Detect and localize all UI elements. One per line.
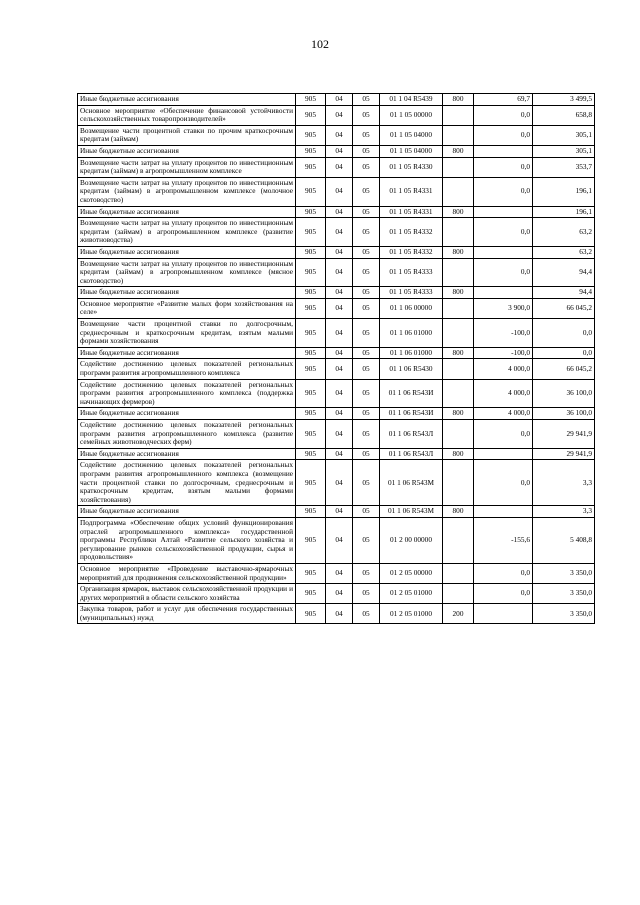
cell-amount-total: 305,1 <box>533 145 595 157</box>
cell-name: Возмещение части затрат на уплату процентов по инвестиционным кредитам (займам) в агропромышленном комплексе (мясное скотоводство) <box>78 258 296 287</box>
cell-name: Содействие достижению целевых показателей региональных программ развития агропромышленного комплекса (поддержка начинающих фермеров) <box>78 379 296 408</box>
cell-amount-change: 4 000,0 <box>474 379 533 408</box>
cell-amount-total: 29 941,9 <box>533 420 595 449</box>
cell-amount-change: 0,0 <box>474 584 533 604</box>
cell-target-article: 01 2 00 00000 <box>380 517 443 563</box>
cell-section-code: 04 <box>326 420 353 449</box>
cell-target-article: 01 1 05 R4333 <box>380 258 443 287</box>
cell-amount-change: 0,0 <box>474 420 533 449</box>
cell-amount-change: 69,7 <box>474 94 533 106</box>
cell-section-code: 04 <box>326 177 353 206</box>
cell-target-article: 01 2 05 01000 <box>380 604 443 624</box>
cell-subsection-code: 05 <box>353 584 380 604</box>
cell-expense-type: 800 <box>443 347 474 359</box>
cell-expense-type: 800 <box>443 94 474 106</box>
cell-section-code: 04 <box>326 359 353 379</box>
table-row <box>78 125 595 145</box>
cell-target-article: 01 1 06 R543И <box>380 408 443 420</box>
cell-amount-total: 658,8 <box>533 105 595 125</box>
table-row <box>78 246 595 258</box>
cell-grbs-code: 905 <box>296 347 326 359</box>
cell-subsection-code: 05 <box>353 563 380 583</box>
cell-expense-type <box>443 319 474 348</box>
cell-section-code: 04 <box>326 506 353 518</box>
cell-section-code: 04 <box>326 94 353 106</box>
cell-amount-change: 0,0 <box>474 157 533 177</box>
cell-name: Иные бюджетные ассигнования <box>78 347 296 359</box>
cell-target-article: 01 1 06 R543И <box>380 379 443 408</box>
cell-expense-type: 800 <box>443 506 474 518</box>
cell-section-code: 04 <box>326 206 353 218</box>
page-number: 102 <box>311 37 329 51</box>
cell-grbs-code: 905 <box>296 420 326 449</box>
cell-grbs-code: 905 <box>296 319 326 348</box>
cell-section-code: 04 <box>326 298 353 318</box>
table-row <box>78 448 595 460</box>
cell-amount-total: 3 350,0 <box>533 604 595 624</box>
cell-section-code: 04 <box>326 563 353 583</box>
cell-subsection-code: 05 <box>353 517 380 563</box>
cell-amount-change: -100,0 <box>474 347 533 359</box>
cell-amount-change: 0,0 <box>474 460 533 506</box>
cell-amount-total: 66 045,2 <box>533 298 595 318</box>
cell-amount-total: 0,0 <box>533 347 595 359</box>
table-row <box>78 517 595 563</box>
cell-target-article: 01 1 05 R4332 <box>380 246 443 258</box>
cell-section-code: 04 <box>326 604 353 624</box>
table-row <box>78 379 595 408</box>
cell-amount-change: -100,0 <box>474 319 533 348</box>
table-row <box>78 206 595 218</box>
cell-expense-type: 800 <box>443 246 474 258</box>
cell-amount-change <box>474 145 533 157</box>
cell-target-article: 01 1 05 R4333 <box>380 287 443 299</box>
cell-amount-change: 0,0 <box>474 105 533 125</box>
cell-amount-total: 3 499,5 <box>533 94 595 106</box>
cell-grbs-code: 905 <box>296 379 326 408</box>
cell-target-article: 01 1 05 00000 <box>380 105 443 125</box>
cell-grbs-code: 905 <box>296 298 326 318</box>
cell-amount-change: 3 900,0 <box>474 298 533 318</box>
cell-grbs-code: 905 <box>296 125 326 145</box>
cell-amount-total: 36 100,0 <box>533 379 595 408</box>
cell-grbs-code: 905 <box>296 359 326 379</box>
cell-amount-total: 36 100,0 <box>533 408 595 420</box>
cell-target-article: 01 1 06 01000 <box>380 347 443 359</box>
cell-target-article: 01 1 05 R4330 <box>380 157 443 177</box>
cell-subsection-code: 05 <box>353 298 380 318</box>
cell-subsection-code: 05 <box>353 94 380 106</box>
cell-subsection-code: 05 <box>353 506 380 518</box>
cell-amount-total: 63,2 <box>533 246 595 258</box>
table-row <box>78 420 595 449</box>
cell-subsection-code: 05 <box>353 319 380 348</box>
cell-target-article: 01 2 05 01000 <box>380 584 443 604</box>
cell-grbs-code: 905 <box>296 460 326 506</box>
cell-grbs-code: 905 <box>296 206 326 218</box>
cell-section-code: 04 <box>326 448 353 460</box>
cell-name: Организация ярмарок, выставок сельскохозяйственной продукции и других мероприятий в области сельского хозяйства <box>78 584 296 604</box>
cell-section-code: 04 <box>326 157 353 177</box>
cell-expense-type <box>443 379 474 408</box>
cell-target-article: 01 1 05 04000 <box>380 145 443 157</box>
cell-section-code: 04 <box>326 145 353 157</box>
cell-subsection-code: 05 <box>353 408 380 420</box>
cell-subsection-code: 05 <box>353 287 380 299</box>
cell-name: Возмещение части процентной ставки по прочим краткосрочным кредитам (займам) <box>78 125 296 145</box>
cell-name: Возмещение части затрат на уплату процентов по инвестиционным кредитам (займам) в агропромышленном комплексе (развитие животноводства) <box>78 218 296 247</box>
cell-subsection-code: 05 <box>353 420 380 449</box>
cell-subsection-code: 05 <box>353 604 380 624</box>
cell-section-code: 04 <box>326 218 353 247</box>
table-row <box>78 145 595 157</box>
cell-amount-total: 29 941,9 <box>533 448 595 460</box>
cell-name: Иные бюджетные ассигнования <box>78 448 296 460</box>
cell-expense-type: 800 <box>443 206 474 218</box>
cell-amount-total: 3 350,0 <box>533 563 595 583</box>
cell-expense-type <box>443 177 474 206</box>
cell-grbs-code: 905 <box>296 287 326 299</box>
cell-name: Иные бюджетные ассигнования <box>78 408 296 420</box>
cell-target-article: 01 1 05 R4332 <box>380 218 443 247</box>
cell-target-article: 01 1 04 R5439 <box>380 94 443 106</box>
cell-grbs-code: 905 <box>296 506 326 518</box>
cell-subsection-code: 05 <box>353 258 380 287</box>
cell-amount-change <box>474 246 533 258</box>
cell-name: Основное мероприятие «Обеспечение финансовой устойчивости сельскохозяйственных товаропроизводителей» <box>78 105 296 125</box>
cell-section-code: 04 <box>326 347 353 359</box>
cell-grbs-code: 905 <box>296 177 326 206</box>
cell-grbs-code: 905 <box>296 258 326 287</box>
cell-subsection-code: 05 <box>353 157 380 177</box>
cell-grbs-code: 905 <box>296 517 326 563</box>
cell-expense-type <box>443 125 474 145</box>
cell-target-article: 01 2 05 00000 <box>380 563 443 583</box>
cell-subsection-code: 05 <box>353 359 380 379</box>
cell-amount-total: 196,1 <box>533 177 595 206</box>
table-row <box>78 347 595 359</box>
table-row <box>78 319 595 348</box>
cell-expense-type: 800 <box>443 145 474 157</box>
cell-name: Иные бюджетные ассигнования <box>78 287 296 299</box>
cell-section-code: 04 <box>326 246 353 258</box>
cell-section-code: 04 <box>326 258 353 287</box>
table-row <box>78 460 595 506</box>
cell-subsection-code: 05 <box>353 177 380 206</box>
cell-expense-type <box>443 359 474 379</box>
cell-subsection-code: 05 <box>353 218 380 247</box>
cell-amount-total: 196,1 <box>533 206 595 218</box>
cell-target-article: 01 1 06 R543М <box>380 460 443 506</box>
table-row <box>78 218 595 247</box>
cell-amount-change <box>474 206 533 218</box>
cell-amount-total: 3,3 <box>533 506 595 518</box>
cell-grbs-code: 905 <box>296 246 326 258</box>
cell-section-code: 04 <box>326 287 353 299</box>
budget-table <box>77 93 595 624</box>
cell-amount-total: 0,0 <box>533 319 595 348</box>
cell-amount-total: 94,4 <box>533 258 595 287</box>
table-row <box>78 177 595 206</box>
cell-subsection-code: 05 <box>353 246 380 258</box>
cell-amount-change <box>474 448 533 460</box>
cell-grbs-code: 905 <box>296 448 326 460</box>
table-row <box>78 157 595 177</box>
cell-grbs-code: 905 <box>296 218 326 247</box>
cell-target-article: 01 1 06 01000 <box>380 319 443 348</box>
cell-expense-type <box>443 105 474 125</box>
cell-expense-type <box>443 218 474 247</box>
cell-amount-total: 353,7 <box>533 157 595 177</box>
cell-subsection-code: 05 <box>353 125 380 145</box>
cell-target-article: 01 1 06 R543Л <box>380 420 443 449</box>
cell-name: Иные бюджетные ассигнования <box>78 506 296 518</box>
cell-expense-type: 800 <box>443 287 474 299</box>
cell-section-code: 04 <box>326 517 353 563</box>
cell-grbs-code: 905 <box>296 105 326 125</box>
cell-amount-total: 3,3 <box>533 460 595 506</box>
cell-expense-type: 800 <box>443 408 474 420</box>
cell-name: Содействие достижению целевых показателей региональных программ развития агропромышленного комплекса (развитие семейных животноводческих ферм) <box>78 420 296 449</box>
table-row <box>78 258 595 287</box>
cell-target-article: 01 1 05 04000 <box>380 125 443 145</box>
table-row <box>78 584 595 604</box>
cell-amount-change: -155,6 <box>474 517 533 563</box>
cell-expense-type <box>443 157 474 177</box>
cell-amount-total: 5 408,8 <box>533 517 595 563</box>
table-row <box>78 408 595 420</box>
cell-grbs-code: 905 <box>296 145 326 157</box>
cell-target-article: 01 1 06 R543М <box>380 506 443 518</box>
cell-grbs-code: 905 <box>296 584 326 604</box>
cell-expense-type <box>443 258 474 287</box>
cell-name: Основное мероприятие «Проведение выставочно-ярмарочных мероприятий для продвижения сельскохозяйственной продукции» <box>78 563 296 583</box>
cell-amount-total: 3 350,0 <box>533 584 595 604</box>
cell-subsection-code: 05 <box>353 206 380 218</box>
cell-target-article: 01 1 06 R5430 <box>380 359 443 379</box>
cell-section-code: 04 <box>326 125 353 145</box>
cell-name: Содействие достижению целевых показателей региональных программ развития агропромышленного комплекса <box>78 359 296 379</box>
cell-amount-change <box>474 287 533 299</box>
cell-amount-change: 0,0 <box>474 563 533 583</box>
cell-amount-total: 66 045,2 <box>533 359 595 379</box>
cell-expense-type: 800 <box>443 448 474 460</box>
cell-amount-change: 4 000,0 <box>474 408 533 420</box>
cell-name: Иные бюджетные ассигнования <box>78 94 296 106</box>
cell-grbs-code: 905 <box>296 604 326 624</box>
cell-name: Иные бюджетные ассигнования <box>78 246 296 258</box>
cell-name: Иные бюджетные ассигнования <box>78 145 296 157</box>
table-row <box>78 359 595 379</box>
cell-expense-type <box>443 517 474 563</box>
cell-amount-change: 0,0 <box>474 218 533 247</box>
cell-section-code: 04 <box>326 408 353 420</box>
cell-name: Возмещение части процентной ставки по долгосрочным, среднесрочным и краткосрочным кредитам, взятым малыми формами хозяйствования <box>78 319 296 348</box>
cell-target-article: 01 1 05 R4331 <box>380 177 443 206</box>
cell-amount-change: 4 000,0 <box>474 359 533 379</box>
cell-subsection-code: 05 <box>353 379 380 408</box>
table-row <box>78 105 595 125</box>
cell-amount-change <box>474 506 533 518</box>
cell-target-article: 01 1 06 R543Л <box>380 448 443 460</box>
cell-amount-change: 0,0 <box>474 177 533 206</box>
cell-subsection-code: 05 <box>353 145 380 157</box>
cell-expense-type <box>443 298 474 318</box>
cell-target-article: 01 1 06 00000 <box>380 298 443 318</box>
cell-section-code: 04 <box>326 105 353 125</box>
budget-table-body <box>78 94 595 624</box>
cell-expense-type <box>443 584 474 604</box>
cell-grbs-code: 905 <box>296 94 326 106</box>
cell-amount-total: 94,4 <box>533 287 595 299</box>
cell-subsection-code: 05 <box>353 105 380 125</box>
cell-section-code: 04 <box>326 584 353 604</box>
cell-expense-type: 200 <box>443 604 474 624</box>
cell-amount-change: 0,0 <box>474 258 533 287</box>
cell-name: Возмещение части затрат на уплату процентов по инвестиционным кредитам (займам) в агропромышленном комплексе <box>78 157 296 177</box>
table-row <box>78 563 595 583</box>
cell-expense-type <box>443 460 474 506</box>
table-row <box>78 298 595 318</box>
cell-amount-change <box>474 604 533 624</box>
cell-name: Иные бюджетные ассигнования <box>78 206 296 218</box>
cell-amount-change: 0,0 <box>474 125 533 145</box>
cell-subsection-code: 05 <box>353 347 380 359</box>
cell-subsection-code: 05 <box>353 448 380 460</box>
cell-section-code: 04 <box>326 460 353 506</box>
cell-section-code: 04 <box>326 379 353 408</box>
cell-grbs-code: 905 <box>296 157 326 177</box>
table-row <box>78 506 595 518</box>
cell-amount-total: 305,1 <box>533 125 595 145</box>
table-row <box>78 94 595 106</box>
cell-name: Закупка товаров, работ и услуг для обеспечения государственных (муниципальных) нужд <box>78 604 296 624</box>
cell-target-article: 01 1 05 R4331 <box>380 206 443 218</box>
cell-grbs-code: 905 <box>296 408 326 420</box>
cell-section-code: 04 <box>326 319 353 348</box>
cell-name: Основное мероприятие «Развитие малых форм хозяйствования на селе» <box>78 298 296 318</box>
cell-grbs-code: 905 <box>296 563 326 583</box>
table-row <box>78 604 595 624</box>
cell-name: Содействие достижению целевых показателей региональных программ развития агропромышленного комплекса (возмещение части процентной ставки по долгосрочным, среднесрочным и краткосрочным кредитам, взятым малыми формами хозяйствования) <box>78 460 296 506</box>
table-row <box>78 287 595 299</box>
cell-expense-type <box>443 420 474 449</box>
cell-amount-total: 63,2 <box>533 218 595 247</box>
cell-expense-type <box>443 563 474 583</box>
cell-name: Подпрограмма «Обеспечение общих условий функционирования отраслей агропромышленного комплекса» государственной программы Республики Алтай «Развитие сельского хозяйства и регулирование рынков сельскохозяйственной продукции, сырья и продовольствия» <box>78 517 296 563</box>
cell-name: Возмещение части затрат на уплату процентов по инвестиционным кредитам (займам) в агропромышленном комплексе (молочное скотоводство) <box>78 177 296 206</box>
cell-subsection-code: 05 <box>353 460 380 506</box>
